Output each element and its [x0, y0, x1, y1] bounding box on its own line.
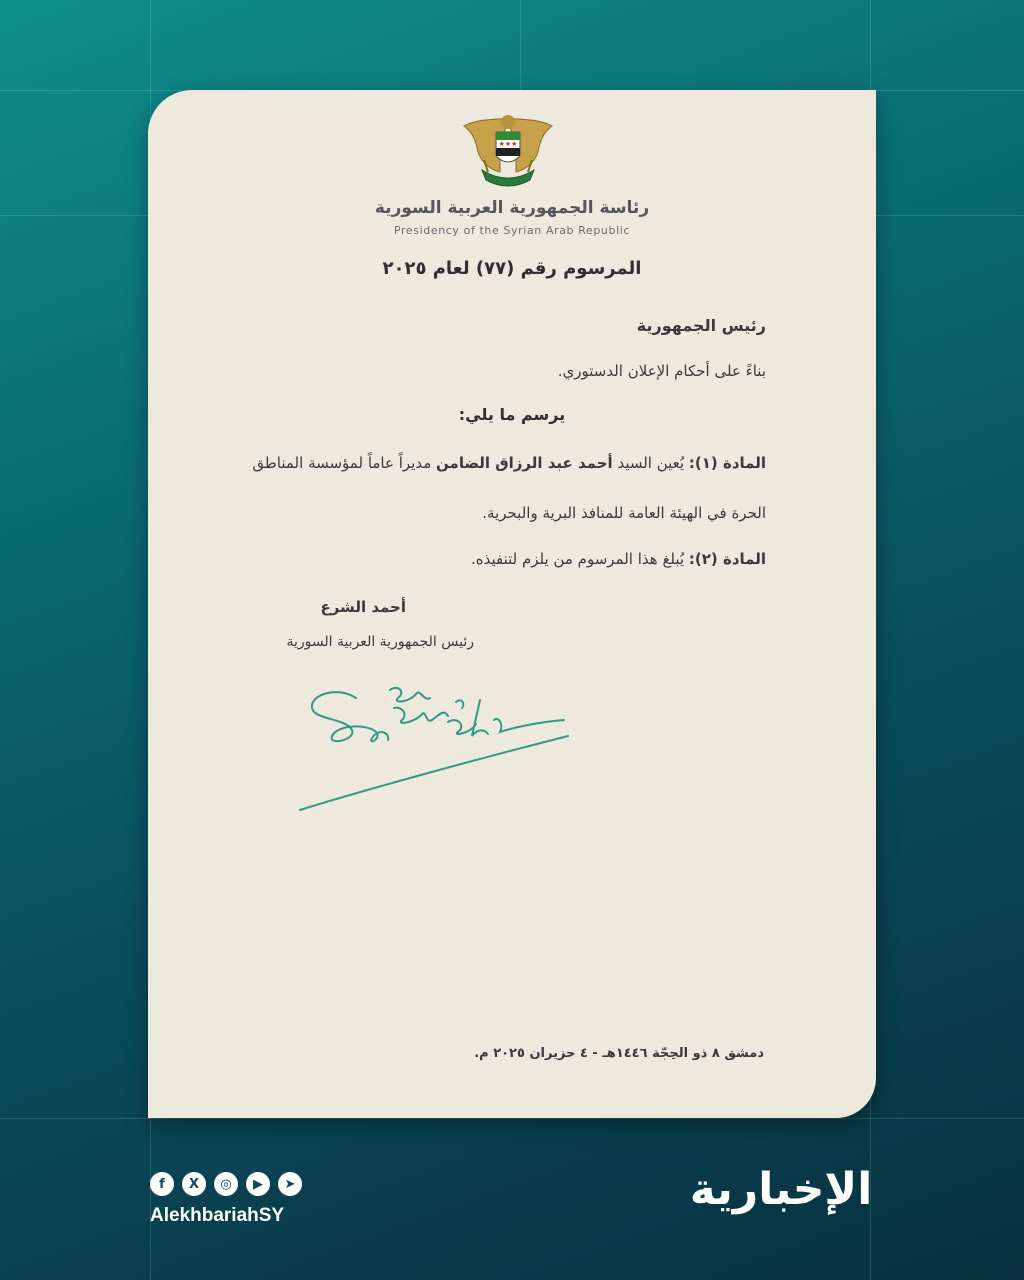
date-line: دمشق ٨ ذو الحِجّة ١٤٤٦هـ - ٤ حزيران ٢٠٢٥ م.: [474, 1046, 764, 1061]
facebook-icon[interactable]: f: [150, 1172, 174, 1196]
signatory-name: أحمد الشرع: [320, 598, 406, 616]
signatory-title: رئيس الجمهورية العربية السورية: [286, 634, 474, 650]
article-1-line-2: الحرة في الهيئة العامة للمنافذ البرية والبحرية.: [482, 504, 766, 522]
background-grid-line: [0, 1118, 1024, 1119]
eagle-emblem-icon: [458, 110, 558, 202]
decree-title: المرسوم رقم (٧٧) لعام ٢٠٢٥: [382, 258, 642, 279]
article-1-label: المادة (١):: [688, 454, 766, 472]
x-icon[interactable]: X: [182, 1172, 206, 1196]
article-2: [471, 550, 766, 568]
presidency-title-english: Presidency of the Syrian Arab Republic: [393, 224, 631, 237]
decree-document: [148, 90, 876, 1118]
handwritten-signature: [298, 680, 578, 815]
background-grid-line: [870, 215, 1024, 216]
article-1-text-before: يُعين السيد: [617, 454, 685, 472]
constitutional-basis: بناءً على أحكام الإعلان الدستوري.: [557, 362, 766, 380]
account-handle: AlekhbariahSY: [150, 1205, 285, 1226]
article-2-text: يُبلغ هذا المرسوم من يلزم لتنفيذه.: [470, 550, 685, 568]
telegram-icon[interactable]: ➤: [278, 1172, 302, 1196]
social-media-icons: [150, 1172, 302, 1196]
youtube-icon[interactable]: ▶: [246, 1172, 270, 1196]
article-2-label: المادة (٢):: [688, 550, 766, 568]
alekhbariah-logo: الإخبارية: [689, 1164, 873, 1215]
background-grid-line: [0, 215, 150, 216]
decrees-heading: يرسم ما يلي:: [458, 405, 566, 424]
appointee-name: أحمد عبد الرزاق الضامن: [436, 454, 613, 472]
presidency-title-arabic: رئاسة الجمهورية العربية السورية: [374, 198, 650, 218]
background-grid-line: [520, 0, 521, 90]
article-1-text-after: مديراً عاماً لمؤسسة المناطق: [252, 454, 432, 472]
issuer-heading: رئيس الجمهورية: [636, 316, 766, 335]
svg-text:★★★: ★★★: [498, 140, 518, 148]
instagram-icon[interactable]: ◎: [214, 1172, 238, 1196]
article-1-line-1: [252, 454, 766, 472]
